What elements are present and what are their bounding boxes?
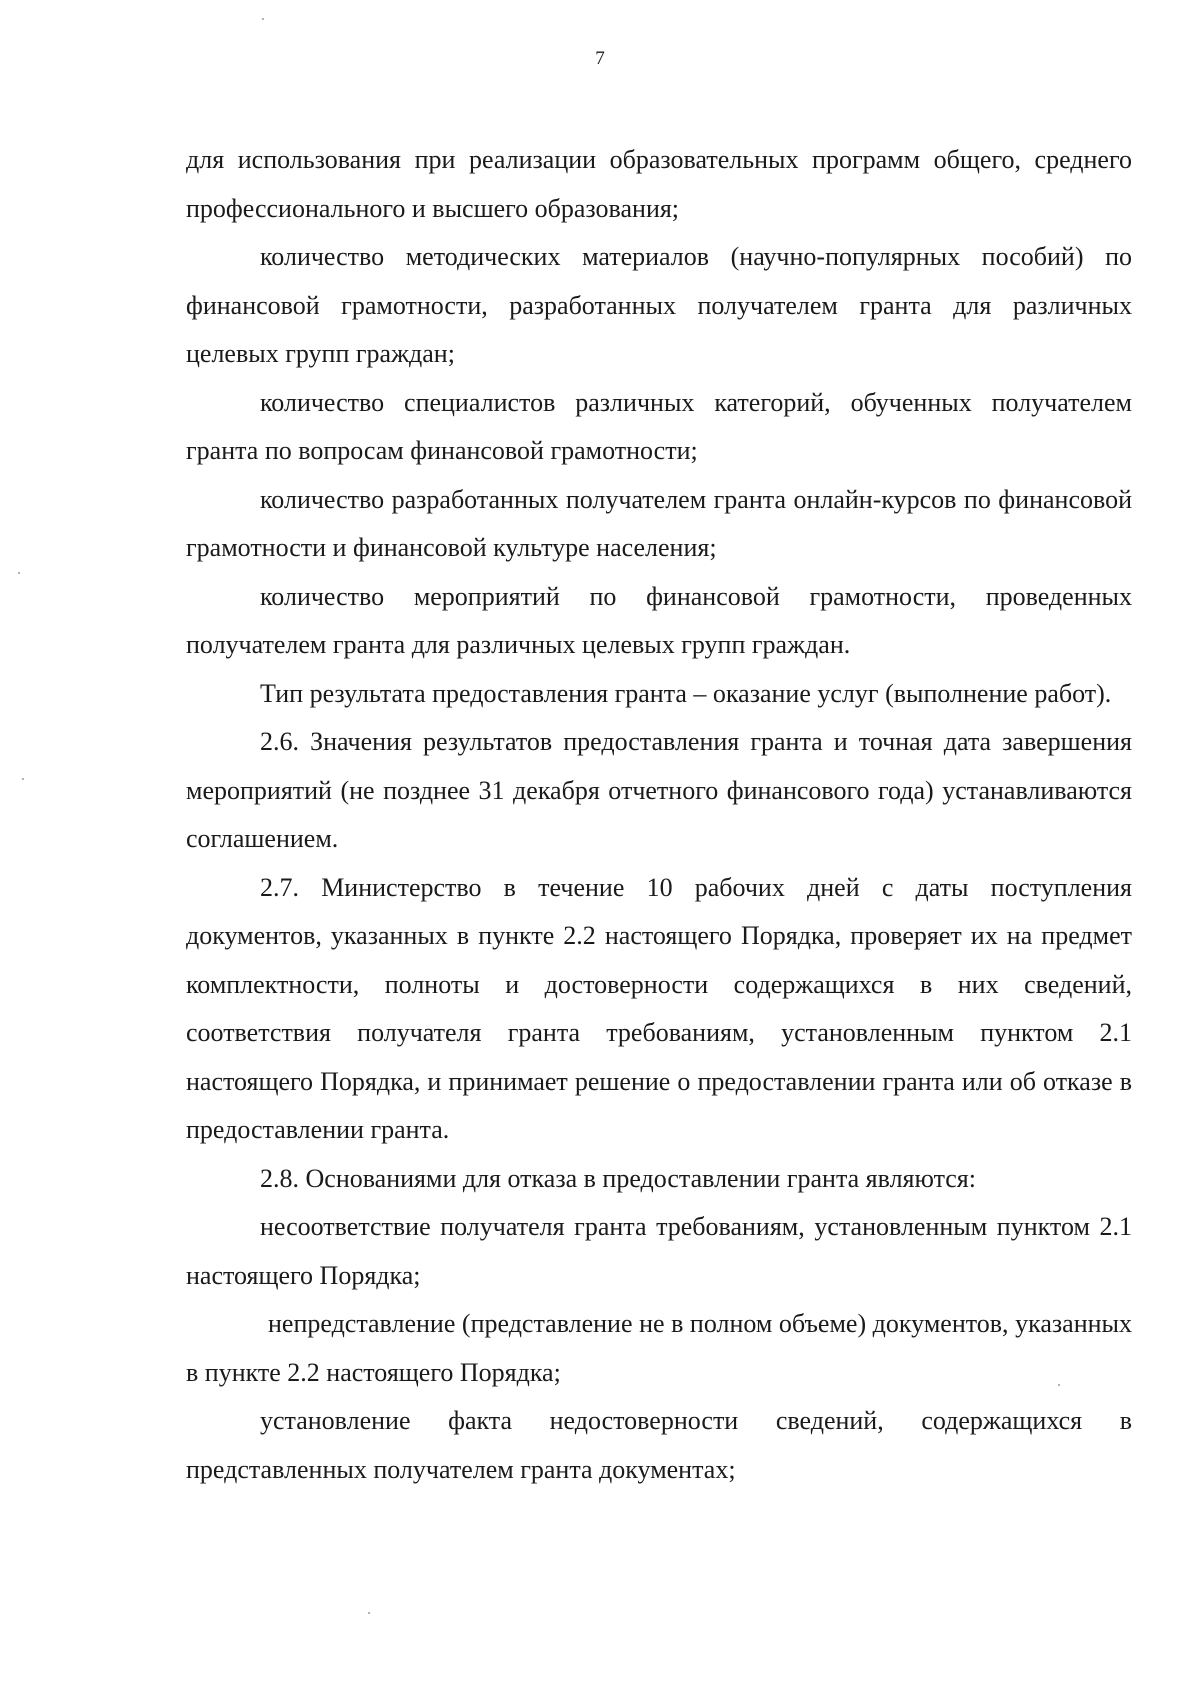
paragraph-10: несоответствие получателя гранта требованиям, установленным пунктом 2.1 настоящего Порядка;	[186, 1212, 1132, 1290]
scan-speck	[1058, 1384, 1060, 1386]
scan-speck	[368, 1612, 370, 1614]
paragraph-3: количество специалистов различных категорий, обученных получателем гранта по вопросам финансовой грамотности;	[186, 387, 1132, 465]
paragraph-1: для использования при реализации образовательных программ общего, среднего профессионального и высшего образования;	[186, 145, 1132, 223]
paragraph-8: 2.7. Министерство в течение 10 рабочих дней с даты поступления документов, указанных в пункте 2.2 настоящего Порядка, проверяет их на предмет комплектности, полноты и достоверности содержащихся в них сведений, соответствия получателя гранта требованиям, установленным пунктом 2.1 настоящего Порядка, и принимает решение о предоставлении гранта или об отказе в предоставлении гранта.	[186, 872, 1132, 1144]
scan-speck	[18, 572, 20, 574]
paragraph-2: количество методических материалов (научно-популярных пособий) по финансовой грамотности, разработанных получателем гранта для различных целевых групп граждан;	[186, 242, 1132, 368]
document-body	[186, 136, 1132, 1494]
paragraph-7: 2.6. Значения результатов предоставления гранта и точная дата завершения мероприятий (не позднее 31 декабря отчетного финансового года) устанавливаются соглашением.	[186, 727, 1132, 853]
scan-speck	[22, 778, 24, 780]
paragraph-11: непредставление (представление не в полном объеме) документов, указанных в пункте 2.2 настоящего Порядка;	[186, 1309, 1132, 1387]
paragraph-12: установление факта недостоверности сведений, содержащихся в представленных получателем гранта документах;	[186, 1406, 1132, 1484]
page-number: 7	[595, 48, 605, 69]
paragraph-9: 2.8. Основаниями для отказа в предоставлении гранта являются:	[260, 1163, 976, 1193]
scan-speck	[262, 18, 264, 20]
paragraph-6: Тип результата предоставления гранта – оказание услуг (выполнение работ).	[260, 678, 1112, 708]
paragraph-4: количество разработанных получателем гранта онлайн-курсов по финансовой грамотности и финансовой культуре населения;	[186, 484, 1132, 562]
paragraph-5: количество мероприятий по финансовой грамотности, проведенных получателем гранта для различных целевых групп граждан.	[186, 581, 1132, 659]
